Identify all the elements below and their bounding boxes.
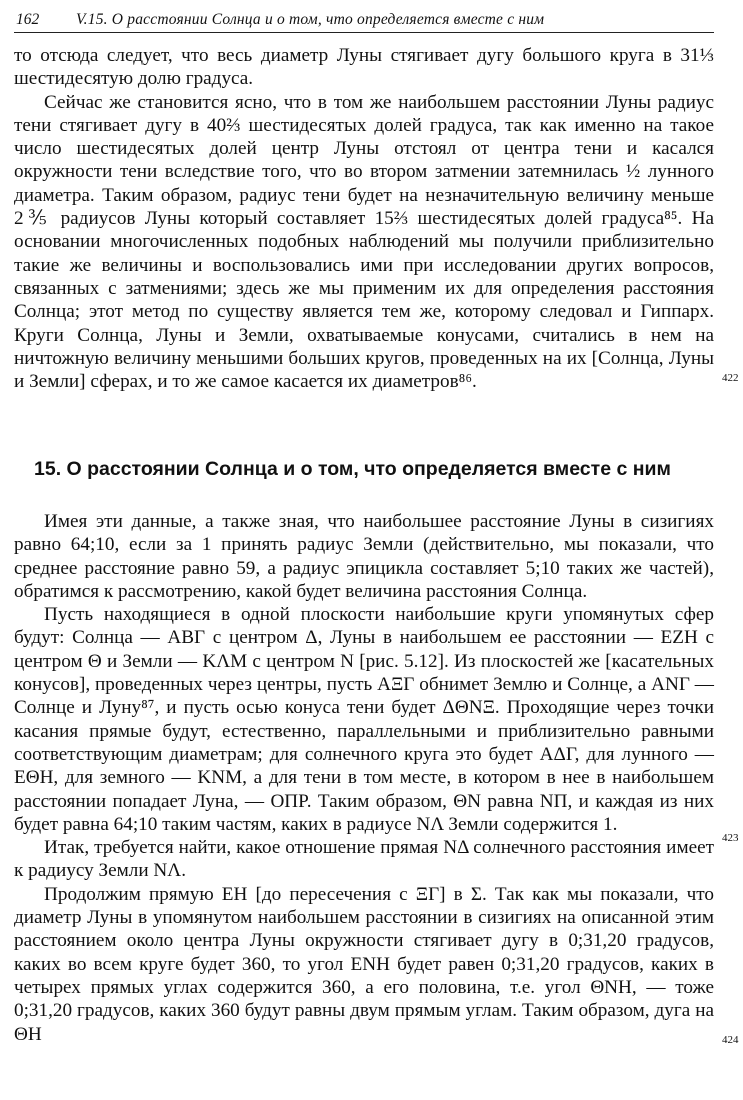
paragraph: то отсюда следует, что весь диаметр Луны стягивает дугу большого круга в 31⅓ шестидесятую долю градуса. [14,45,714,90]
page-number: 162 [16,11,40,28]
paragraph: Сейчас же становится ясно, что в том же наибольшем расстоянии Луны радиус тени стягивает дугу в 40⅔ шестидесятых долей градуса, так как именно на такое число шестидесятых долей центр Луны отстоял от центра тени и касался окружности тени вследствие того, что во втором затмении затемнилась ½ лунного диаметра. Таким образом, радиус тени будет на незначительную величину меньше 2⅗ радиусов Луны который составляет 15⅔ шестидесятых долей градуса⁸⁵. На основании многочисленных подобных наблюдений мы получили приблизительно такие же величины и воспользовались ими при исследовании других вопросов, связанных с затмениями; здесь же мы применим их для определения расстояния Солнца; этот метод по существу является тем же, которому следовал и Гиппарх. Круги Солнца, Луны и Земли, охватываемые конусами, считались в нем на ничтожную величину меньшими больших кругов, проведенных на их [Солнца, Луны и Земли] сферах, и то же самое касается их диаметров⁸⁶. [14,91,714,393]
paragraph: Итак, требуется найти, какое отношение прямая ΝΔ солнечного расстояния имеет к радиусу Земли ΝΛ. [14,837,714,882]
paragraph: Имея эти данные, а также зная, что наибольшее расстояние Луны в сизигиях равно 64;10, если за 1 принять радиус Земли (действительно, мы показали, что среднее расстояние равно 59, а радиус эпицикла составляет 5;10 таких же частей), обратимся к рассмотрению, какой будет величина расстояния Солнца. [14,511,714,602]
section-heading: 15. О расстоянии Солнца и о том, что определяется вместе с ним [34,458,671,480]
page-header [14,6,714,33]
paragraph: Продолжим прямую ΕΗ [до пересечения с ΞΓ] в Σ. Так как мы показали, что диаметр Луны в упомянутом наибольшем расстоянии в сизигиях на описанной этим расстоянием около центра Луны окружности стягивает дугу в 0;31,20 градусов, каких во всем круге будет 360, то угол ΕΝΗ будет равен 0;31,20 градусов, каких в четырех прямых углах содержится 360, а его половина, т.е. угол ΘΝΗ, — тоже 0;31,20 градусов, каких 360 будут равны двум прямым углам. Таким образом, дуга на ΘΗ [14,883,714,1045]
margin-number: 422 [722,372,739,384]
running-title: V.15. О расстоянии Солнца и о том, что определяется вместе с ним [76,11,545,28]
margin-number: 424 [722,1034,739,1046]
margin-number: 423 [722,832,739,844]
body-text-top [14,44,714,393]
paragraph: Пусть находящиеся в одной плоскости наибольшие круги упомянутых сфер будут: Солнца — ΑΒΓ с центром Δ, Луны в наибольшем ее расстоянии — ΕΖΗ с центром Θ и Земли — ΚΛΜ с центром Ν [рис. 5.12]. Из плоскостей же [касательных конусов], проведенных через центры, пусть ΑΞΓ обнимет Землю и Солнце, а ΑΝΓ — Солнце и Луну⁸⁷, и пусть осью конуса тени будет ΔΘΝΞ. Проходящие через точки касания прямые будут, естественно, параллельными и приблизительно равными соответствующим диаметрам; для солнечного круга это будет ΑΔΓ, для лунного — ΕΘΗ, для земного — ΚΝΜ, а для тени в том месте, в котором в нее в наибольшем расстоянии попадает Луна, — ΟΠΡ. Таким образом, ΘΝ равна ΝΠ, и каждая из них будет равна 64;10 таким частям, каких в радиусе ΝΛ Земли содержится 1. [14,604,714,835]
body-text-bottom [14,510,714,1046]
